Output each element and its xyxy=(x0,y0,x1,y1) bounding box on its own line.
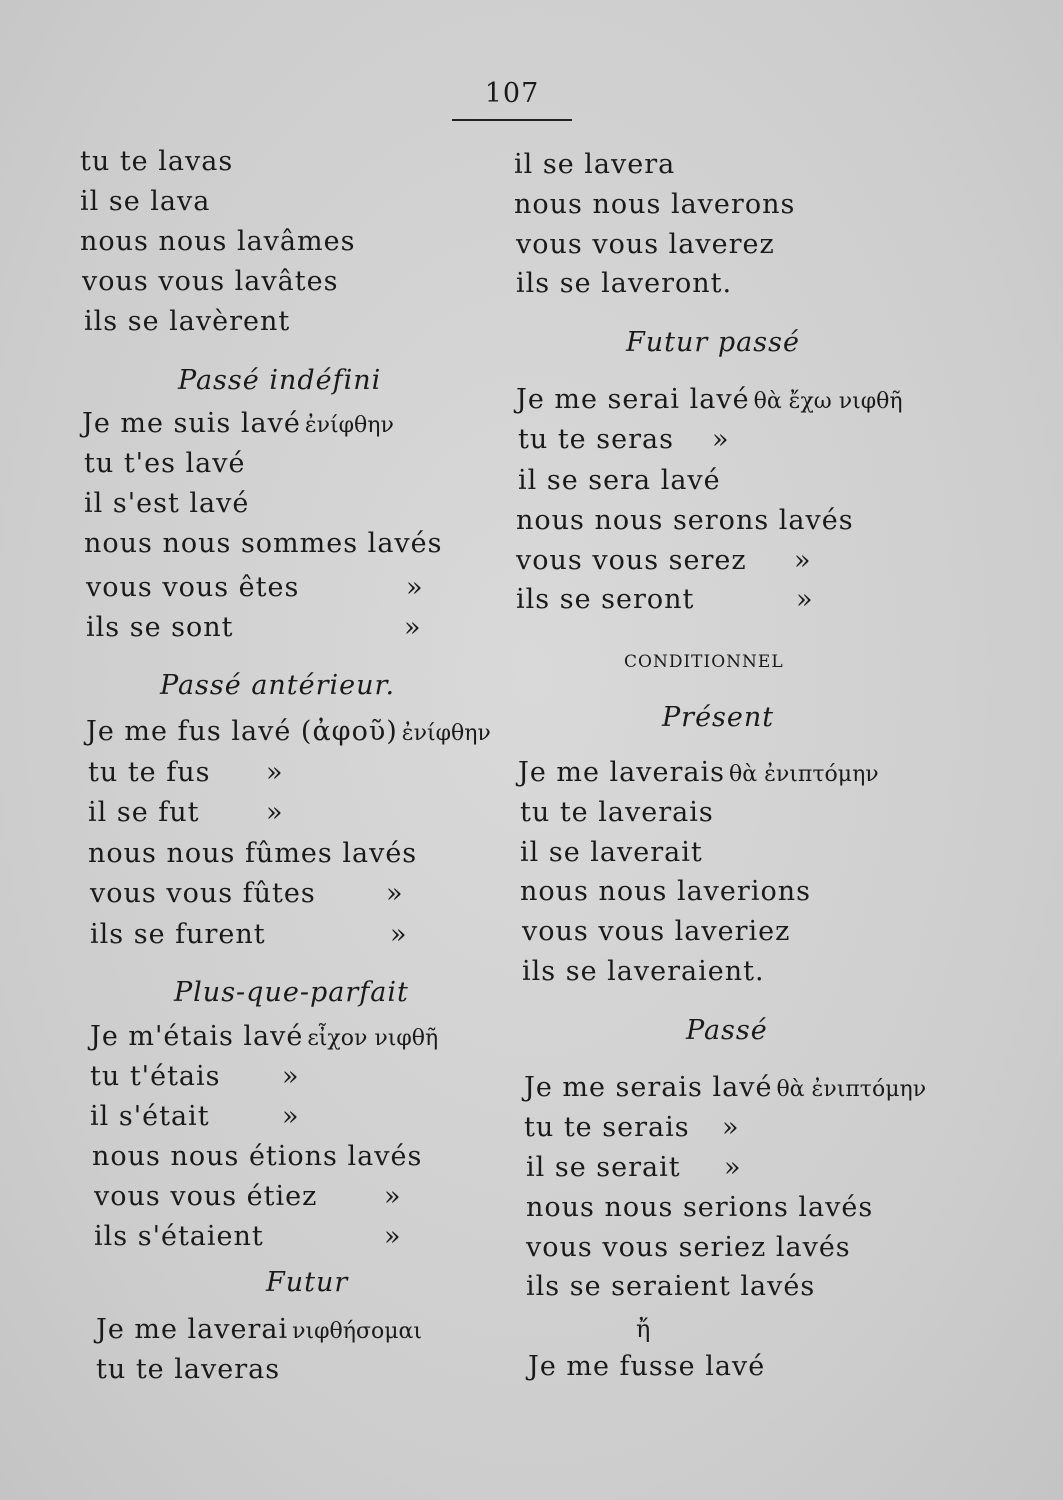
conjugation-line: ils s'étaient » xyxy=(94,1221,402,1252)
greek-translation: θὰ ἔχω νιφθῆ xyxy=(753,389,903,414)
conjugation-line: nous nous serons lavés xyxy=(516,505,854,536)
ditto-mark: » xyxy=(282,1061,300,1092)
conjugation-line: Je m'étais lavé εἶχον νιφθῆ xyxy=(90,1021,439,1052)
greek-translation: νιφθήσομαι xyxy=(292,1319,423,1344)
conjugation-line: ils se sont » xyxy=(86,612,422,643)
conjugation-line: ils se laveront. xyxy=(516,268,733,299)
conjugation-line: il se serait » xyxy=(526,1152,742,1183)
ditto-mark: » xyxy=(404,612,422,643)
conjugation-line: il s'était » xyxy=(90,1101,300,1132)
ditto-mark: » xyxy=(266,757,284,788)
conjugation-line: il se sera lavé xyxy=(518,465,721,496)
greek-translation: ἐνίφθην xyxy=(304,413,394,438)
conjugation-line: tu te laverais xyxy=(520,797,714,828)
ditto-mark: » xyxy=(390,919,408,950)
conjugation-line: tu te serais » xyxy=(524,1112,740,1143)
ditto-mark: » xyxy=(384,1221,402,1252)
ditto-mark: » xyxy=(384,1181,402,1212)
greek-translation: εἶχον νιφθῆ xyxy=(307,1026,439,1051)
conjugation-line: tu te fus » xyxy=(88,757,284,788)
ditto-mark: » xyxy=(712,424,730,455)
conjugation-line: vous vous lavâtes xyxy=(82,266,339,297)
conjugation-line: Je me suis lavé ἐνίφθην xyxy=(82,408,394,439)
ditto-mark: » xyxy=(266,797,284,828)
conjugation-line: vous vous étiez » xyxy=(94,1181,402,1212)
section-heading-passe-anterieur: Passé antérieur. xyxy=(160,670,396,701)
conjugation-line: Je me fusse lavé xyxy=(528,1351,766,1382)
conjugation-line: ils se lavèrent xyxy=(84,306,291,337)
conjugation-line: ils se seront » xyxy=(516,584,814,615)
alternative-word: ἤ xyxy=(636,1315,651,1343)
section-heading-plus-que-parfait: Plus-que-parfait xyxy=(174,977,409,1008)
conjugation-line: vous vous serez » xyxy=(516,545,812,576)
conjugation-line: ils se furent » xyxy=(90,919,408,950)
ditto-mark: » xyxy=(722,1112,740,1143)
page-number-rule xyxy=(452,119,572,121)
ditto-mark: » xyxy=(796,584,814,615)
conjugation-line: Je me serai lavé θὰ ἔχω νιφθῆ xyxy=(516,384,903,415)
conjugation-line: il se lava xyxy=(80,186,211,217)
ditto-mark: » xyxy=(386,878,404,909)
conjugation-line: Je me fus lavé (ἀφοῦ) ἐνίφθην xyxy=(86,716,491,747)
section-heading-futur: Futur xyxy=(266,1267,349,1298)
conjugation-line: vous vous fûtes » xyxy=(90,878,404,909)
ditto-mark: » xyxy=(282,1101,300,1132)
conjugation-line: il se laverait xyxy=(520,837,703,868)
section-heading-present: Présent xyxy=(662,702,775,733)
conjugation-line: tu te seras » xyxy=(518,424,730,455)
greek-translation: θὰ ἐνιπτόμην xyxy=(729,762,879,787)
ditto-mark: » xyxy=(406,572,424,603)
conjugation-line: il se lavera xyxy=(514,149,676,180)
conjugation-line: tu te lavas xyxy=(80,146,234,177)
conjugation-line: Je me laverais θὰ ἐνιπτόμην xyxy=(518,757,879,788)
conjugation-line: nous nous étions lavés xyxy=(92,1141,423,1172)
section-heading-futur-passe: Futur passé xyxy=(626,327,800,358)
conjugation-line: nous nous lavâmes xyxy=(80,226,356,257)
conjugation-line: tu te laveras xyxy=(96,1354,281,1385)
conjugation-line: nous nous fûmes lavés xyxy=(88,838,418,869)
conjugation-line: nous nous laverons xyxy=(514,189,796,220)
conjugation-line: ils se laveraient. xyxy=(522,956,765,987)
ditto-mark: » xyxy=(724,1152,742,1183)
conjugation-line: vous vous êtes » xyxy=(86,572,424,603)
conjugation-line: il se fut » xyxy=(88,797,284,828)
section-heading-passe-indefini: Passé indéfini xyxy=(178,365,382,396)
conjugation-line: il s'est lavé xyxy=(84,488,250,519)
conditionnel-title: CONDITIONNEL xyxy=(624,652,784,672)
conjugation-line: nous nous laverions xyxy=(520,876,811,907)
conjugation-line: nous nous sommes lavés xyxy=(84,528,443,559)
section-heading-passe: Passé xyxy=(686,1015,768,1046)
page-number: 107 xyxy=(484,78,540,109)
conjugation-line: vous vous laverez xyxy=(516,229,775,260)
conjugation-line: Je me serais lavé θὰ ἐνιπτόμην xyxy=(524,1072,927,1103)
conjugation-line: Je me laverai νιφθήσομαι xyxy=(96,1314,423,1345)
conjugation-line: ils se seraient lavés xyxy=(526,1271,816,1302)
conjugation-line: nous nous serions lavés xyxy=(526,1192,874,1223)
greek-translation: ἐνίφθην xyxy=(401,721,491,746)
greek-translation: θὰ ἐνιπτόμην xyxy=(776,1077,927,1102)
conjugation-line: vous vous seriez lavés xyxy=(526,1232,851,1263)
ditto-mark: » xyxy=(794,545,812,576)
conjugation-line: vous vous laveriez xyxy=(522,916,791,947)
conjugation-line: tu t'étais » xyxy=(90,1061,300,1092)
conjugation-line: tu t'es lavé xyxy=(84,448,246,479)
